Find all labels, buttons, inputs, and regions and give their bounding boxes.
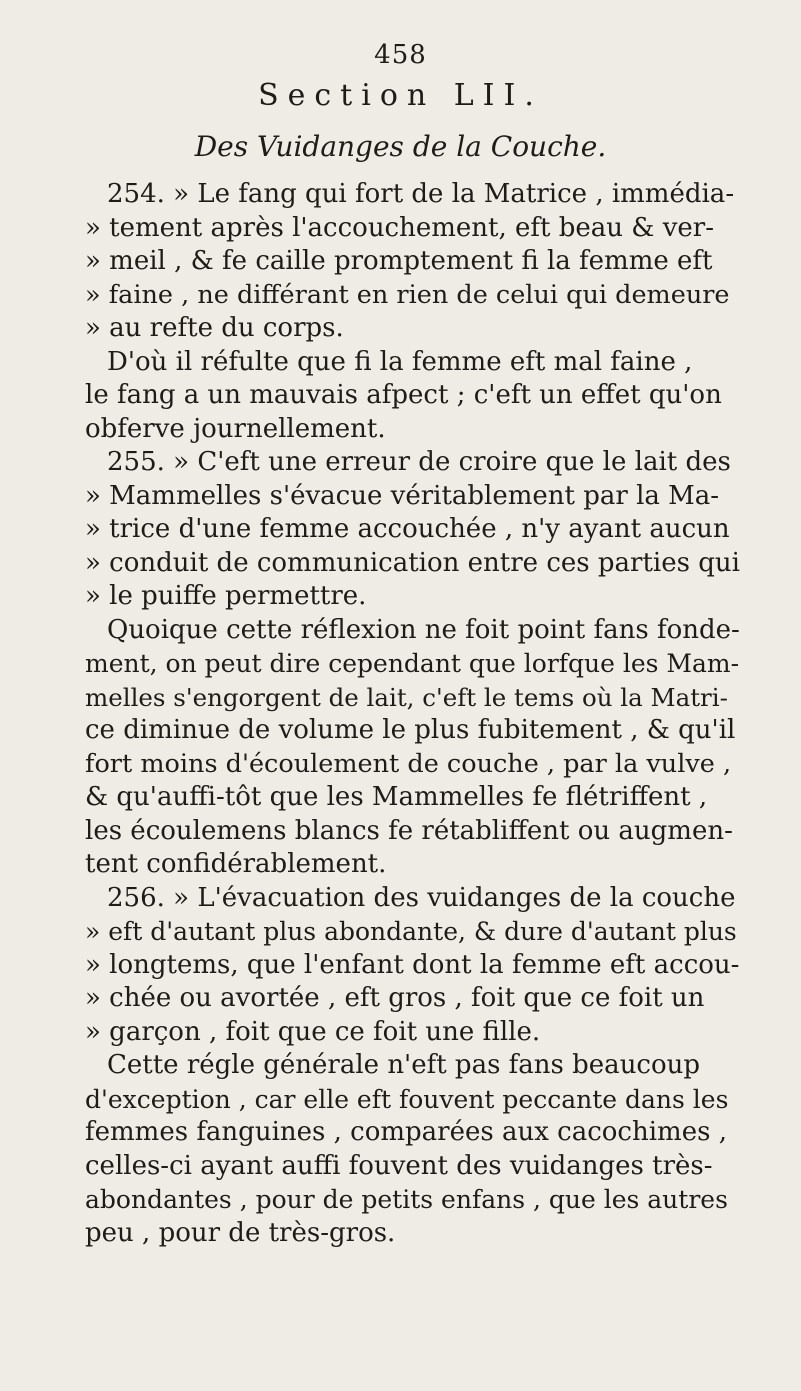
text-line: » tement après l'accouchement, eft beau & ver-: [85, 212, 714, 243]
text-line: ment, on peut dire cependant que lorfque les Mam-: [85, 649, 740, 678]
text-line: Cette régle générale n'eft pas fans beaucoup: [107, 1050, 701, 1080]
text-line: ce diminue de volume le plus fubitement , & qu'il: [85, 715, 736, 745]
text-line: » eft d'autant plus abondante, & dure d'autant plus: [85, 917, 737, 946]
text-line: d'exception , car elle eft fouvent peccante dans les: [85, 1084, 729, 1114]
text-line: les écoulemens blancs fe rétabliffent ou augmen-: [85, 815, 733, 846]
text-line: » garçon , foit que ce foit une fille.: [85, 1016, 541, 1047]
section-heading: Section LII.: [258, 78, 543, 113]
text-line: » longtems, que l'enfant dont la femme eft accou-: [85, 949, 740, 980]
text-line: » au refte du corps.: [85, 313, 344, 343]
text-line: le fang a un mauvais afpect ; c'eft un effet qu'on: [85, 380, 722, 410]
text-line: 254. » Le fang qui fort de la Matrice , immédia-: [107, 179, 735, 209]
text-line: » trice d'une femme accouchée , n'y ayant aucun: [85, 514, 730, 544]
page-number: 458: [374, 40, 427, 70]
text-line: fort moins d'écoulement de couche , par la vulve ,: [85, 748, 732, 779]
text-line: 256. » L'évacuation des vuidanges de la couche: [107, 882, 736, 913]
text-line: melles s'engorgent de lait, c'eft le tems où la Matri-: [85, 682, 728, 712]
text-line: celles-ci ayant auffi fouvent des vuidanges très-: [85, 1150, 713, 1181]
text-line: » conduit de communication entre ces parties qui: [85, 547, 740, 578]
text-line: D'où il réfulte que fi la femme eft mal faine ,: [107, 346, 693, 377]
text-line: obferve journellement.: [85, 413, 386, 444]
text-line: abondantes , pour de petits enfans , que les autres: [85, 1185, 728, 1214]
text-line: femmes fanguines , comparées aux cacochimes ,: [85, 1117, 727, 1147]
text-line: & qu'auffi-tôt que les Mammelles fe flétriffent ,: [85, 782, 708, 812]
text-line: peu , pour de très-gros.: [85, 1217, 396, 1248]
text-line: » meil , & fe caille promptement fi la femme eft: [85, 246, 713, 276]
text-line: » le puiffe permettre.: [85, 581, 367, 611]
section-subtitle: Des Vuidanges de la Couche.: [194, 130, 607, 163]
text-line: » chée ou avortée , eft gros , foit que ce foit un: [85, 983, 705, 1013]
body-text: [85, 178, 740, 1250]
text-line: » Mammelles s'évacue véritablement par la Ma-: [85, 480, 720, 511]
text-line: Quoique cette réflexion ne foit point fans fonde-: [107, 614, 740, 645]
text-line: tent confidérablement.: [85, 849, 387, 879]
text-line: 255. » C'eft une erreur de croire que le lait des: [107, 447, 731, 477]
text-line: » faine , ne différant en rien de celui qui demeure: [85, 279, 730, 310]
